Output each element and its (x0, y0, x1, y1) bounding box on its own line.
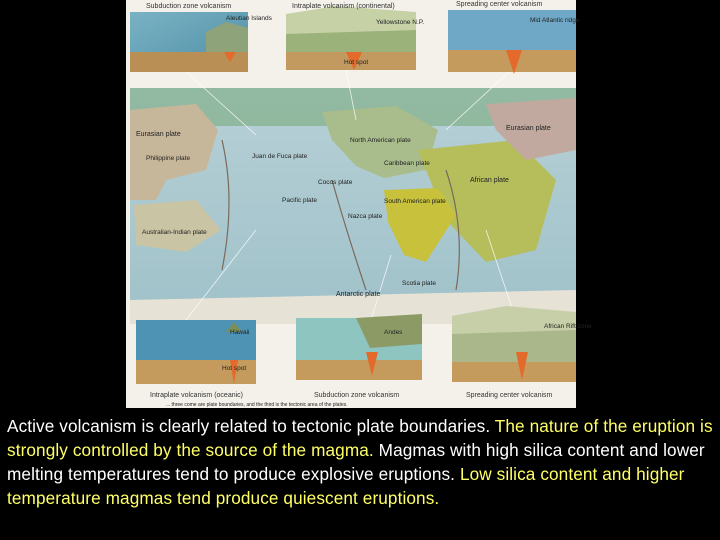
label-scotia: Scotia plate (402, 280, 436, 287)
panel-bottom-subduction (296, 314, 422, 399)
label-philippine: Philippine plate (146, 155, 191, 162)
caption-part-4-highlight: Low silica content and higher temperature magmas tend produce quiescent eruptions. (7, 464, 685, 508)
panel-bottom-1-title: Intraplate volcanism (oceanic) (150, 392, 243, 399)
panel-bottom-spreading (452, 306, 592, 399)
panel-top-spreading (448, 1, 580, 74)
hotspot-top-label: Hot spot (344, 59, 369, 66)
caption-part-2-highlight: The nature of the eruption is strongly controlled by the source of the magma. (7, 416, 713, 460)
figure-footnote: ... three come are plate boundaries, and the third is the tectonic area of the plates. (166, 402, 348, 408)
aleutian-label: Aleutian Islands (226, 15, 272, 22)
yellowstone-label: Yellowstone N.P. (376, 19, 425, 26)
label-north-american: North American plate (350, 137, 411, 144)
caption-part-1: Active volcanism is clearly related to tectonic plate boundaries. (7, 416, 495, 436)
mid-atlantic-label: Mid Atlantic ridge (530, 17, 580, 24)
label-australian-indian: Australian-Indian plate (142, 229, 207, 236)
panel-top-1-title: Subduction zone volcanism (146, 3, 232, 10)
slide-caption (7, 414, 713, 510)
label-eurasian-left: Eurasian plate (136, 131, 181, 138)
panel-top-3-title: Spreading center volcanism (456, 1, 543, 8)
label-eurasian-right: Eurasian plate (506, 125, 551, 132)
panel-top-intraplate (286, 3, 424, 70)
hawaii-label: Hawaii (230, 329, 250, 336)
panel-bottom-intraplate-oceanic (136, 320, 256, 399)
panel-top-subduction (130, 3, 273, 72)
andes-label: Andes (384, 329, 403, 336)
volcanism-plate-map-figure (126, 0, 592, 408)
figure-graphic (126, 0, 592, 408)
caption-part-3: Magmas with high silica content and lower melting temperatures tend to produce explosive eruptions. (7, 440, 705, 484)
label-african: African plate (470, 177, 509, 184)
label-pacific: Pacific plate (282, 197, 318, 204)
label-cocos: Cocos plate (318, 179, 353, 186)
label-caribbean: Caribbean plate (384, 160, 430, 167)
label-juan-de-fuca: Juan de Fuca plate (252, 153, 308, 160)
panel-top-2-title: Intraplate volcanism (continental) (292, 3, 395, 10)
african-rift-label: African Rift zone (544, 323, 592, 330)
label-south-american: South American plate (384, 198, 446, 205)
hotspot-bottom-label: Hot spot (222, 365, 247, 372)
label-nazca: Nazca plate (348, 213, 383, 220)
label-antarctic: Antarctic plate (336, 291, 381, 298)
panel-bottom-3-title: Spreading center volcanism (466, 392, 553, 399)
panel-bottom-2-title: Subduction zone volcanism (314, 392, 400, 399)
